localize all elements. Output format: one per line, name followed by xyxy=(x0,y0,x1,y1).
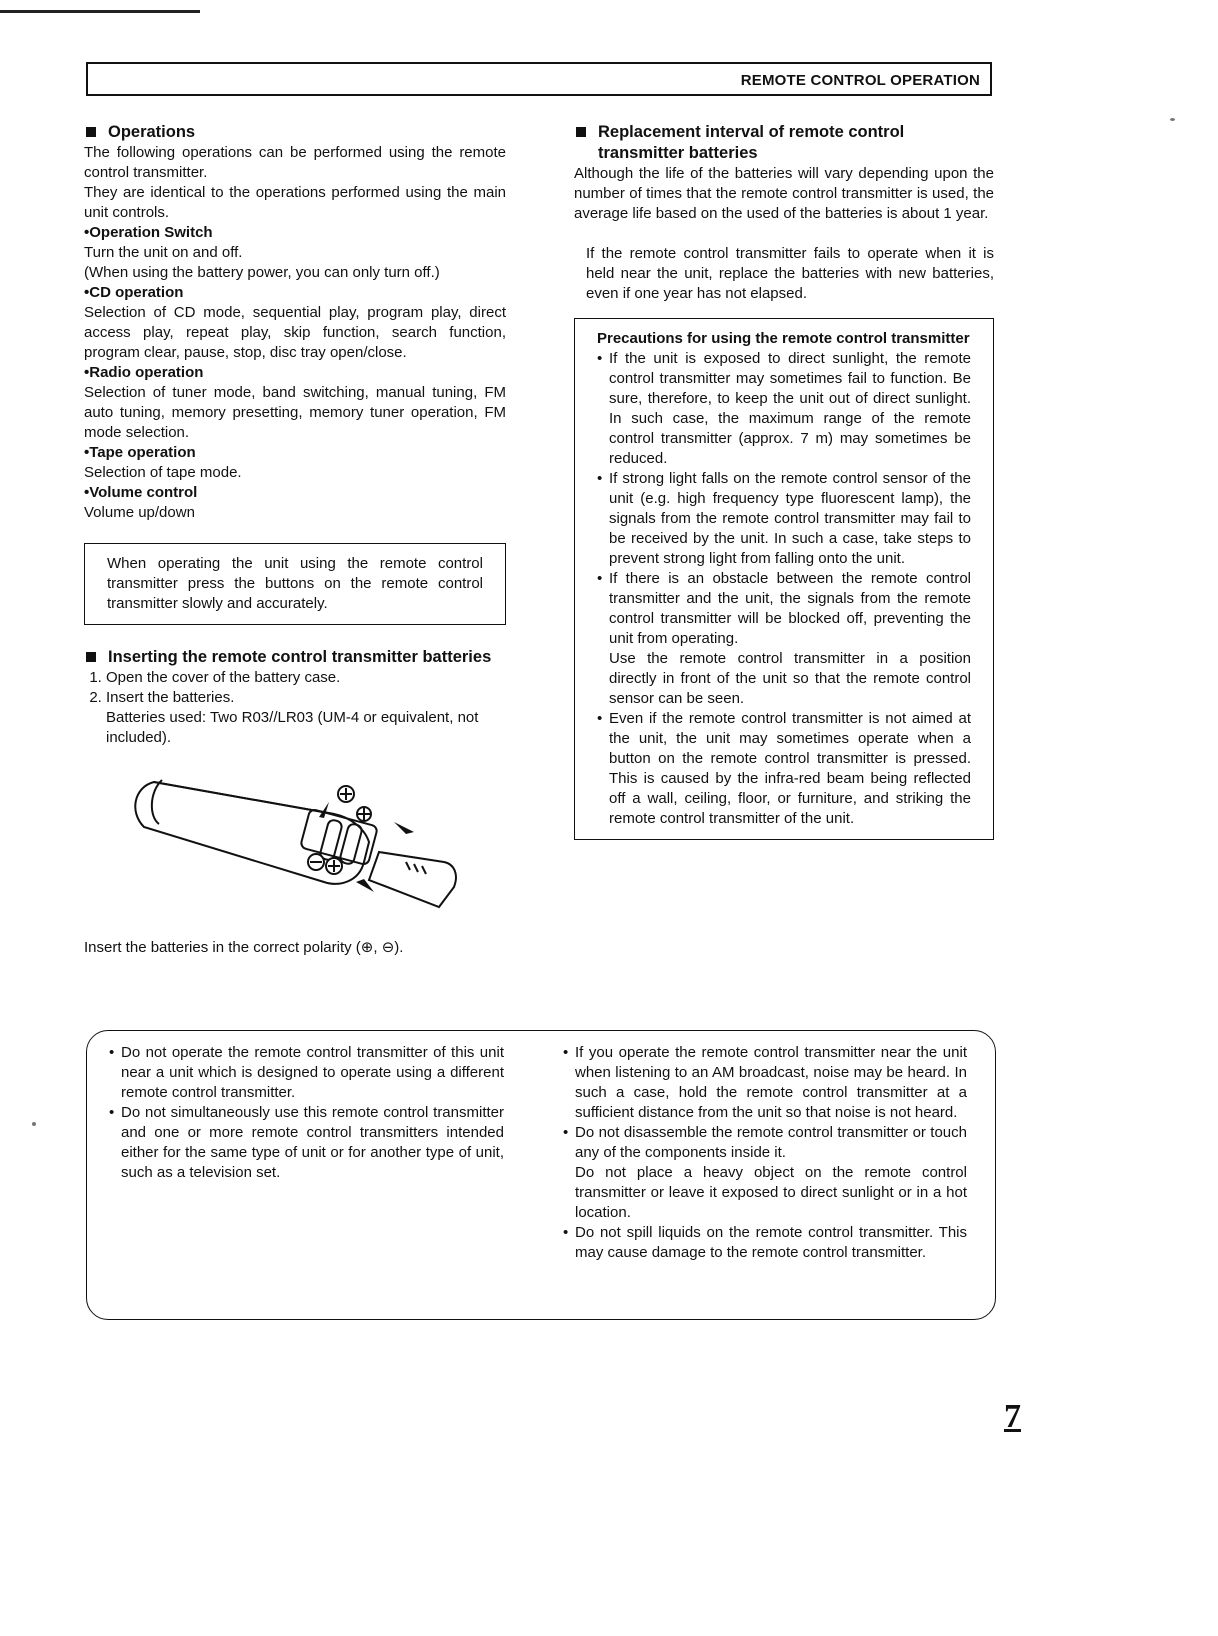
cd-operation-text: Selection of CD mode, sequential play, program play, direct access play, repeat play, skip function, search function, program clear, pause, stop, disc tray open/close. xyxy=(84,304,506,361)
precautions-box xyxy=(574,318,994,840)
caution-item: • Do not spill liquids on the remote control transmitter. This may cause damage to the remote control transmitter. xyxy=(563,1224,967,1261)
replacement-para-1: Although the life of the batteries will vary depending upon the number of times that the remote control transmitter is used, the average life based on the used of the batteries is about 1 year. xyxy=(574,165,994,222)
radio-operation-label: •Radio operation xyxy=(84,364,204,381)
volume-control-label: •Volume control xyxy=(84,484,198,501)
operations-heading: Operations xyxy=(84,122,506,143)
replacement-para-2: If the remote control transmitter fails to operate when it is held near the unit, replace the batteries with new batteries, even if one year has not elapsed. xyxy=(586,245,994,302)
precautions-list xyxy=(597,349,971,829)
precautions-title: Precautions for using the remote control transmitter xyxy=(597,330,970,347)
remote-battery-insertion-illustration xyxy=(124,762,484,912)
caution-right-column xyxy=(563,1043,967,1263)
scan-speck xyxy=(32,1122,36,1126)
precaution-item: • Even if the remote control transmitter is not aimed at the unit, the unit may sometimes operate when a button on the remote control transmitter is pressed. This is caused by the infra-red beam being reflected off a wall, ceiling, floor, or furniture, and striking the remote control transmitter of the unit. xyxy=(597,710,971,827)
polarity-caption: Insert the batteries in the correct polarity (⊕, ⊖). xyxy=(84,939,404,956)
caution-item-extra: Do not place a heavy object on the remote control transmitter or leave it exposed to direct sunlight or in a hot location. xyxy=(575,1164,967,1221)
square-bullet-icon xyxy=(576,127,586,137)
precaution-item-extra: Use the remote control transmitter in a position directly in front of the unit so that the remote control sensor can be seen. xyxy=(609,650,971,707)
inserting-step-2: 2. Insert the batteries. Batteries used: Two R03//LR03 (UM-4 or equivalent, not included). xyxy=(106,688,506,748)
caution-item: • Do not disassemble the remote control transmitter or touch any of the components inside it. Do not place a heavy object on the remote control transmitter or leave it exposed to direct sunlight or in a hot location. xyxy=(563,1124,967,1221)
inserting-step-1: 1. Open the cover of the battery case. xyxy=(106,668,506,688)
square-bullet-icon xyxy=(86,127,96,137)
operations-intro-1: The following operations can be performed using the remote control transmitter. xyxy=(84,144,506,181)
caution-left-column xyxy=(109,1043,504,1183)
header-title: REMOTE CONTROL OPERATION xyxy=(740,72,980,89)
inserting-steps xyxy=(84,668,506,748)
inserting-heading: Inserting the remote control transmitter batteries xyxy=(84,647,506,668)
operation-switch-label: •Operation Switch xyxy=(84,224,213,241)
precaution-item: • If strong light falls on the remote control sensor of the unit (e.g. high frequency type fluorescent lamp), the signals from the remote control transmitter may fail to be received by the unit. In such a case, take steps to prevent strong light from falling onto the unit. xyxy=(597,470,971,567)
replacement-heading: Replacement interval of remote control transmitter batteries xyxy=(574,122,994,164)
scan-speck xyxy=(1170,118,1175,121)
operation-note-text: When operating the unit using the remote control transmitter press the buttons on the remote control transmitter slowly and accurately. xyxy=(107,555,483,612)
caution-item: • If you operate the remote control transmitter near the unit when listening to an AM broadcast, noise may be heard. In such a case, hold the remote control transmitter at a sufficient distance from the unit so that noise is not heard. xyxy=(563,1044,967,1121)
operation-note-box xyxy=(84,543,506,625)
operations-intro-2: They are identical to the operations performed using the main unit controls. xyxy=(84,184,506,221)
radio-operation-text: Selection of tuner mode, band switching, manual tuning, FM auto tuning, memory presetting, memory tuner operation, FM mode selection. xyxy=(84,384,506,441)
volume-control-text: Volume up/down xyxy=(84,504,195,521)
caution-item: • Do not operate the remote control transmitter of this unit near a unit which is designed to operate using a different remote control transmitter. xyxy=(109,1044,504,1101)
tape-operation-text: Selection of tape mode. xyxy=(84,464,242,481)
caution-box xyxy=(86,1030,996,1320)
header-banner xyxy=(86,62,992,96)
left-column xyxy=(84,122,506,958)
operation-switch-text: Turn the unit on and off. xyxy=(84,244,243,261)
precaution-item: • If there is an obstacle between the remote control transmitter and the unit, the signals from the remote control transmitter will be blocked off, preventing the unit from operating. Use the remote control transmitter in a position directly in front of the unit so that the remote control sensor can be seen. xyxy=(597,570,971,707)
precaution-item: • If the unit is exposed to direct sunlight, the remote control transmitter may sometimes fail to function. Be sure, therefore, to keep the unit out of direct sunlight. In such case, the maximum range of the remote control transmitter (approx. 7 m) may sometimes be reduced. xyxy=(597,350,971,467)
right-column xyxy=(574,122,994,840)
cd-operation-label: •CD operation xyxy=(84,284,184,301)
caution-item: • Do not simultaneously use this remote control transmitter and one or more remote control transmitters intended either for the same type of unit or for another type of unit, such as a television set. xyxy=(109,1104,504,1181)
page-number: 7 xyxy=(1004,1398,1021,1435)
square-bullet-icon xyxy=(86,652,96,662)
operation-switch-text-2: (When using the battery power, you can only turn off.) xyxy=(84,264,440,281)
top-scan-line xyxy=(0,10,200,13)
tape-operation-label: •Tape operation xyxy=(84,444,196,461)
batteries-used-note: Batteries used: Two R03//LR03 (UM-4 or equivalent, not included). xyxy=(106,709,479,746)
